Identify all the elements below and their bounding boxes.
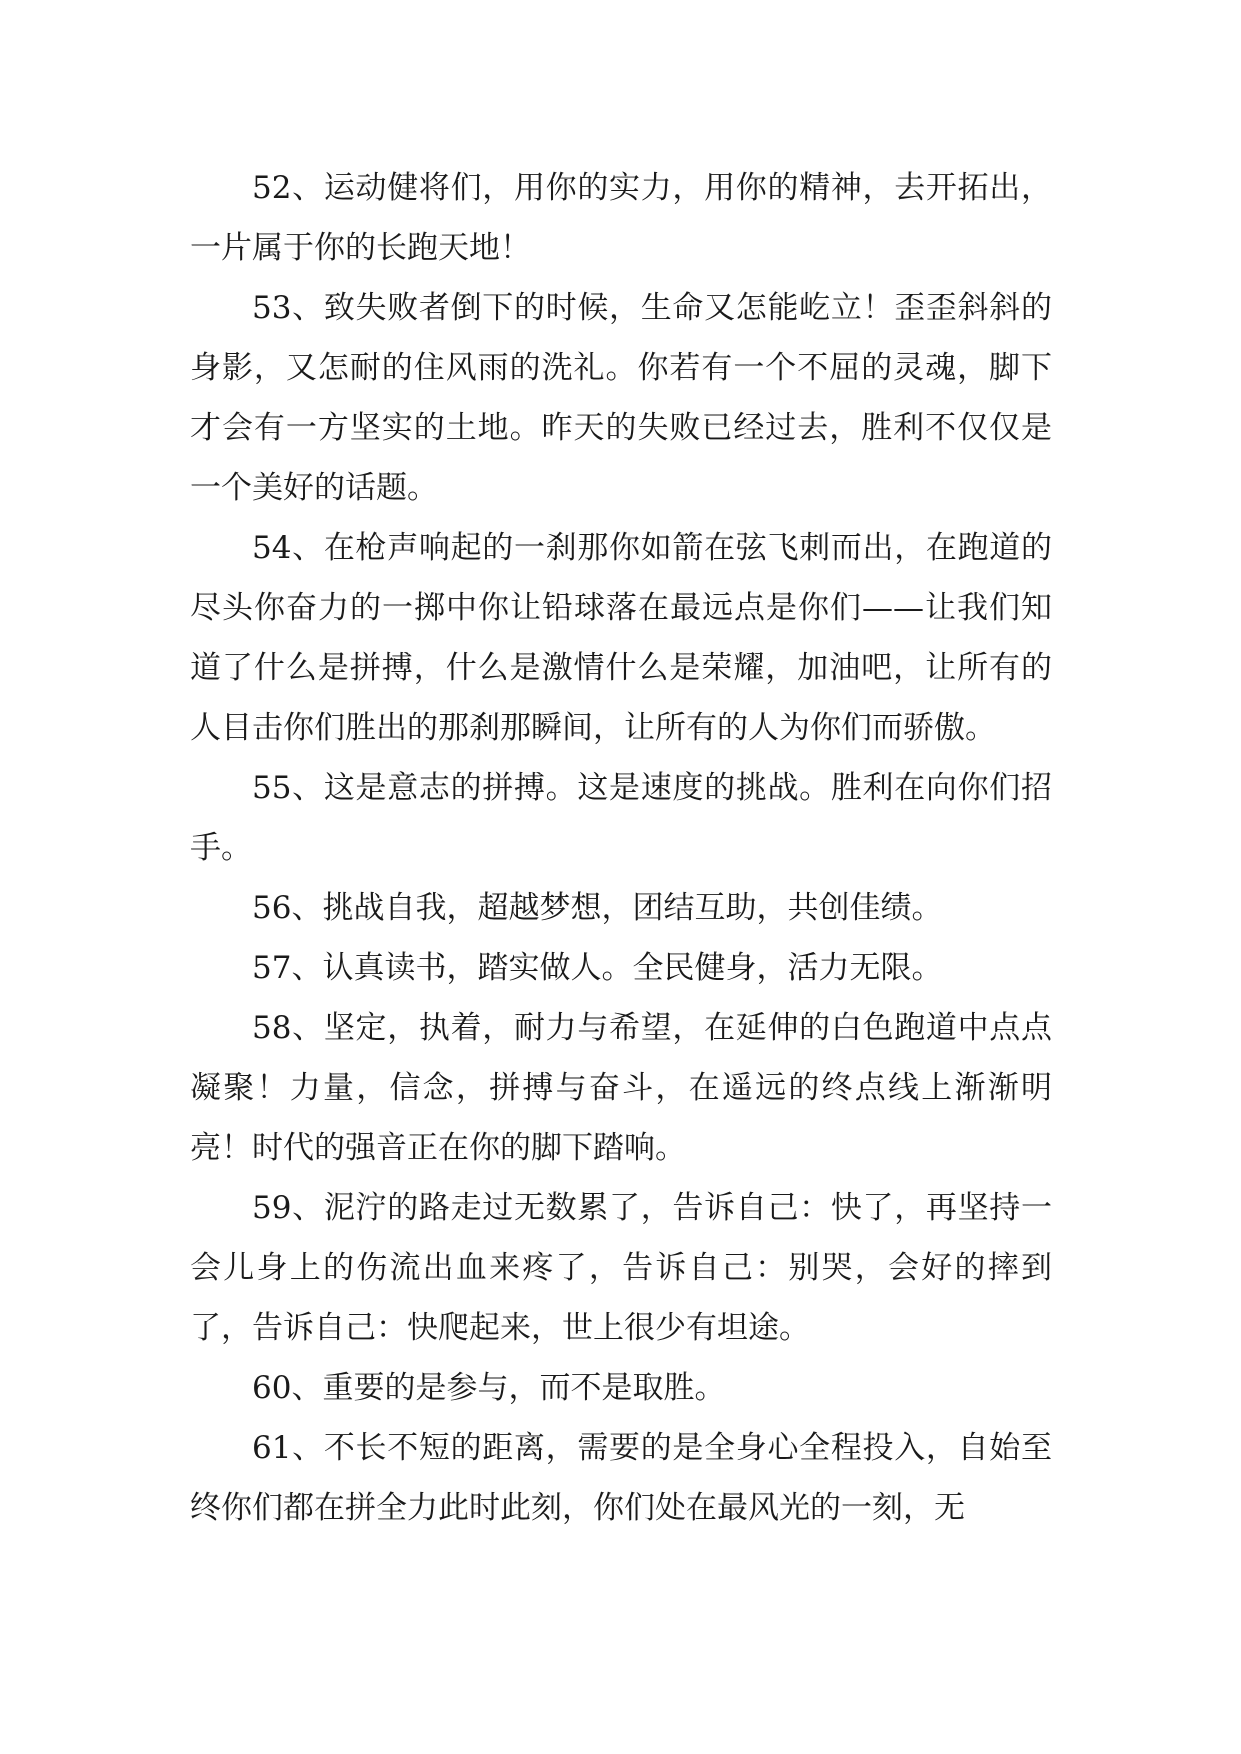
paragraph-53: 53、致失败者倒下的时候，生命又怎能屹立！歪歪斜斜的身影，又怎耐的住风雨的洗礼。你若有一个不屈的灵魂，脚下才会有一方坚实的土地。昨天的失败已经过去，胜利不仅仅是一个美好的话题。 — [190, 290, 1052, 506]
paragraph-52: 52、运动健将们，用你的实力，用你的精神，去开拓出，一片属于你的长跑天地！ — [190, 170, 1052, 266]
paragraph-59: 59、泥泞的路走过无数累了，告诉自己：快了，再坚持一会儿身上的伤流出血来疼了，告诉自己：别哭，会好的摔到了，告诉自己：快爬起来，世上很少有坦途。 — [190, 1190, 1052, 1346]
paragraph-55: 55、这是意志的拼搏。这是速度的挑战。胜利在向你们招手。 — [190, 770, 1052, 866]
paragraph-57: 57、认真读书，踏实做人。全民健身，活力无限。 — [252, 950, 943, 986]
paragraph-60: 60、重要的是参与，而不是取胜。 — [252, 1370, 726, 1406]
paragraph-56: 56、挑战自我，超越梦想，团结互助，共创佳绩。 — [252, 890, 943, 926]
paragraph-58: 58、坚定，执着，耐力与希望，在延伸的白色跑道中点点凝聚！力量，信念，拼搏与奋斗，在遥远的终点线上渐渐明亮！时代的强音正在你的脚下踏响。 — [190, 1010, 1052, 1166]
paragraph-54: 54、在枪声响起的一刹那你如箭在弦飞刺而出，在跑道的尽头你奋力的一掷中你让铅球落在最远点是你们——让我们知道了什么是拼搏，什么是激情什么是荣耀，加油吧，让所有的人目击你们胜出的那刹那瞬间，让所有的人为你们而骄傲。 — [190, 530, 1052, 746]
paragraph-61: 61、不长不短的距离，需要的是全身心全程投入，自始至终你们都在拼全力此时此刻，你们处在最风光的一刻，无 — [190, 1430, 1052, 1526]
document-page — [190, 158, 1052, 1538]
